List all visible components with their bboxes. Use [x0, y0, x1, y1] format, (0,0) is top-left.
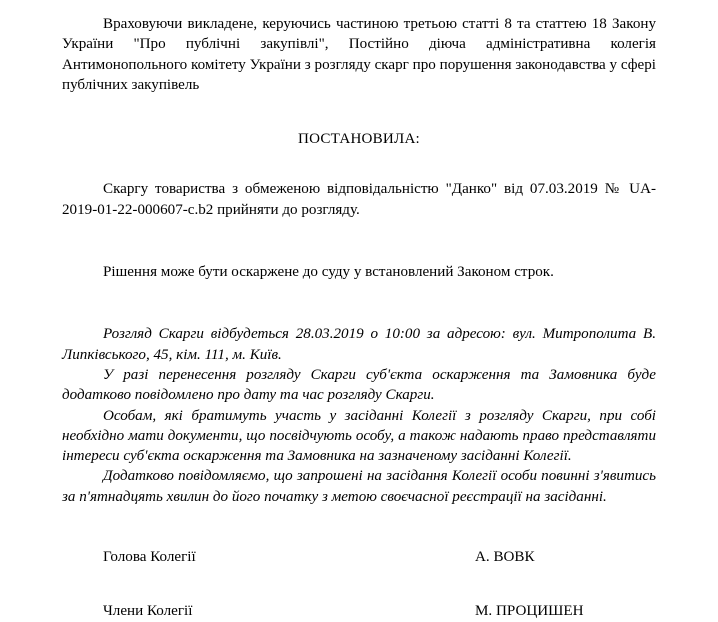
resolution-heading: ПОСТАНОВИЛА: — [298, 131, 420, 148]
signature-block — [62, 547, 656, 622]
signature-row-chairman — [62, 547, 656, 567]
spacer — [62, 220, 656, 262]
spacer — [62, 95, 656, 129]
notice-paragraph-registration: Додатково повідомляємо, що запрошені на засідання Колегії особи повинні з'явитись за п'ятнадцять хвилин до його початку з метою своєчасної реєстрації на засіданні. — [62, 468, 656, 505]
signature-role-chairman: Голова Колегії — [103, 549, 196, 566]
signature-row-member — [62, 601, 656, 621]
spacer — [62, 149, 656, 179]
spacer — [62, 282, 656, 324]
notice-paragraph-identity-documents: Особам, які братимуть участь у засіданні Колегії з розгляду Скарги, при собі необхідно мати документи, що посвідчують особу, а також надають право представляти інтереси суб'єкта оскарження та Замовника на зазначеному засіданні Колегії. — [62, 407, 656, 465]
intro-paragraph: Враховуючи викладене, керуючись частиною третьою статті 8 та статтею 18 Закону України "Про публічні закупівлі", Постійно діюча адміністративна колегія Антимонопольного комітету України з розгляду скарг про порушення законодавства у сфері публічних закупівель — [62, 16, 656, 93]
resolution-paragraph: Скаргу товариства з обмеженою відповідальністю "Данко" від 07.03.2019 № UA-2019-01-22-000607-c.b2 прийняти до розгляду. — [62, 181, 656, 218]
document-body — [62, 14, 656, 622]
signature-name-chairman: А. ВОВК — [475, 549, 535, 566]
appeal-paragraph: Рішення може бути оскаржене до суду у встановлений Законом строк. — [103, 264, 554, 281]
notice-paragraph-postponement: У разі перенесення розгляду Скарги суб'єкта оскарження та Замовника буде додатково повідомлено про дату та час розгляду Скарги. — [62, 366, 656, 404]
signature-role-member: Члени Колегії — [103, 603, 193, 620]
signature-name-member: М. ПРОЦИШЕН — [475, 603, 584, 620]
notice-paragraph-hearing-details: Розгляд Скарги відбудеться 28.03.2019 о 10:00 за адресою: вул. Митрополита В. Липківського, 45, кім. 111, м. Київ. — [62, 326, 656, 363]
